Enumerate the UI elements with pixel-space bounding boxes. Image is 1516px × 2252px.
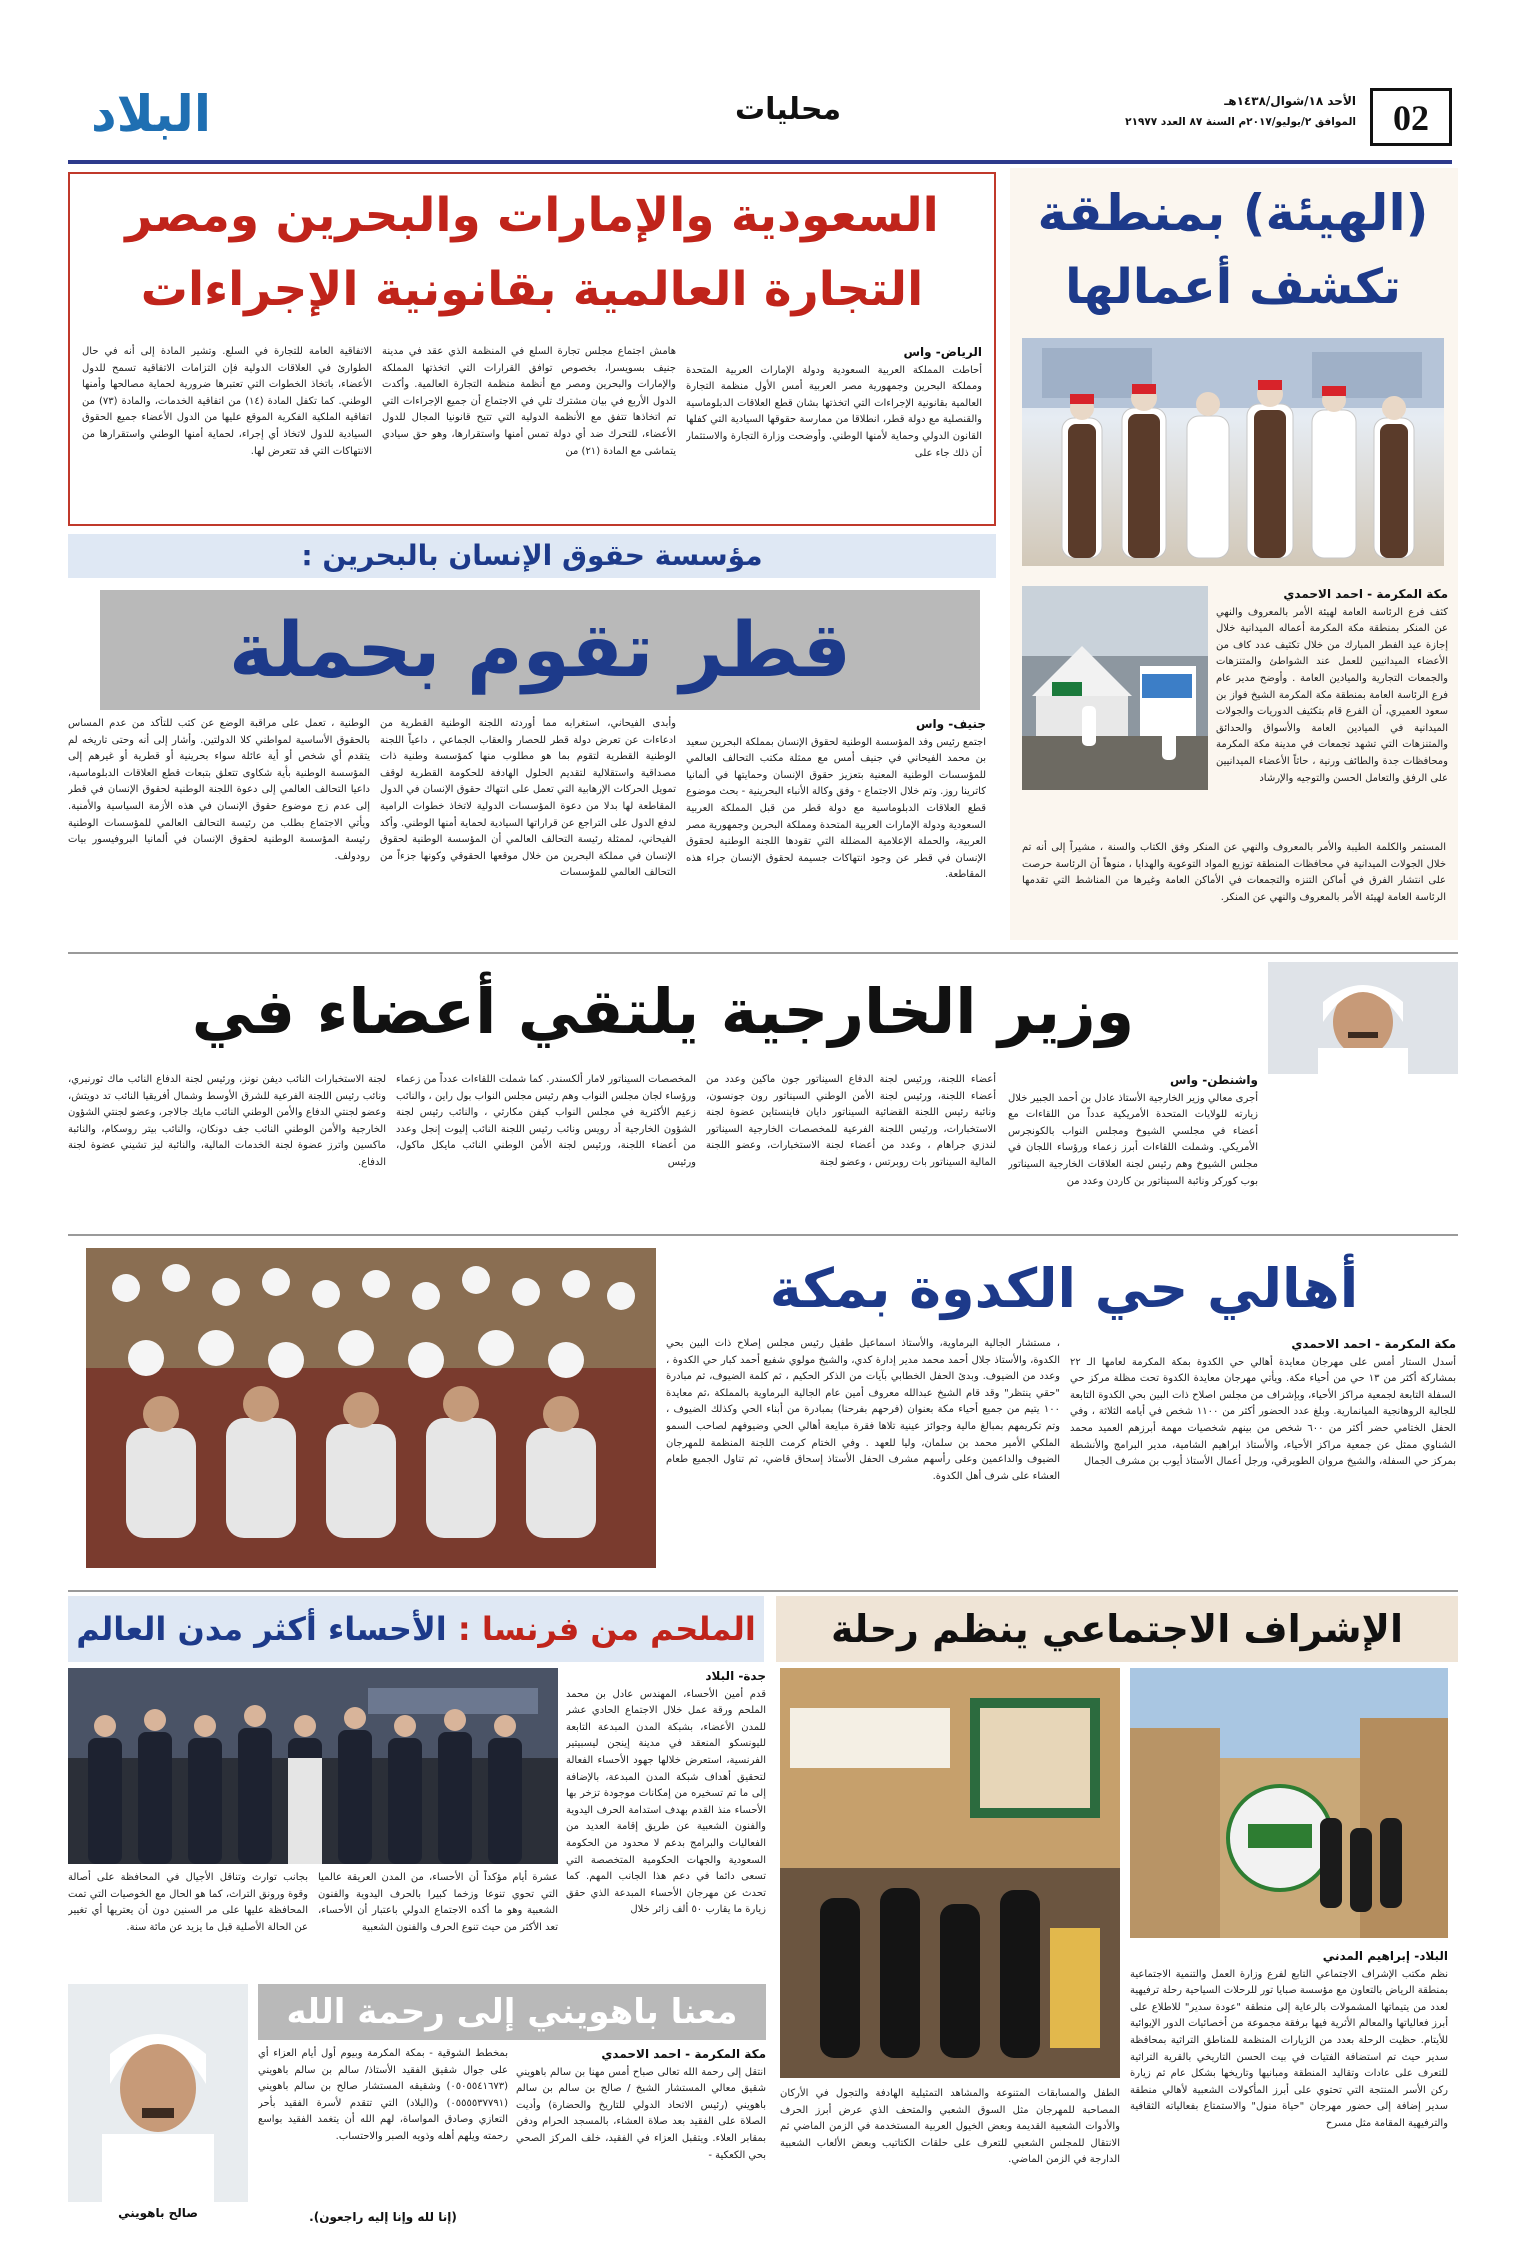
jubeir-photo	[1268, 962, 1458, 1074]
kudwa-col1	[1070, 1336, 1456, 1580]
bahrain-byline: جنيف- واس	[915, 717, 986, 731]
kudwa-headline: أهالي حي الكدوة بمكة	[769, 1257, 1359, 1320]
ishraf-headline: الإشراف الاجتماعي ينظم رحلة	[831, 1607, 1403, 1651]
hayaa-byline: مكة المكرمة - احمد الاحمدي	[1283, 587, 1448, 601]
jubeir-headline: وزير الخارجية يلتقي أعضاء في	[191, 975, 1135, 1048]
logo: البلاد	[91, 85, 211, 143]
jubeir-byline: واشنطن- واس	[1169, 1073, 1258, 1087]
condolence-col1	[516, 2046, 766, 2232]
wto-col2: هامش اجتماع مجلس تجارة السلع في المنظمة الذي عقد في مدينة جنيف بسويسرا، بخصوص توافق القرارات التي اتخذتها المملكة والإمارات والبحرين ومصر مع أنظمة منظمة التجارة العالمية. وأكدت الدول الأربع في بيان مشترك تلي في الاجتماع أن جميع الإجراءات التي تم اتخاذها تتفق مع الأنظمة الدولية التي تتيح قانونيا المجال للدول الأعضاء، للتحرك ضد أي دولة تمس أمنها واستقرارها، وهو حق سيادي يتماشى مع المادة (٢١) من	[382, 346, 676, 457]
france-photo-group	[68, 1668, 558, 1864]
hayaa-headline-line2: تكشف أعمالها	[1065, 259, 1401, 315]
jubeir-col4: لجنة الاستخبارات النائب ديفن نونز، ورئيس لجنة الدفاع النائب ماك ثورنبري، ونائب رئيس اللجنة الفرعية للشرق الأوسط وشمال أفريقيا النائب تد دويتش، وعضو لجنتي الدفاع والأمن الوطني النائب مايك جالاجر، وعضو لجنتي الشؤون الخارجية والأمن الوطني النائب جف دونكان، والنائب بيتر روسكام، والنائبة ماكسين واترز عضوة لجنة الخدمات المالية، والنائبة ليز تشيني عضوة لجنة الدفاع.	[68, 1074, 386, 1168]
hayaa-photo-tent	[1022, 586, 1208, 790]
bahrain-col2: وأبدى الفيحاني، استغرابه مما أوردته اللجنة الوطنية القطرية من ادعاءات عن تعرض دولة قطر للحصار والعقاب الجماعي ، داعياً اللجنة الوطنية القطرية لتقوم بما هو مطلوب منها كمؤسسة وطنية ذات مصداقية واستقلالية لتقديم الحلول الهادفة للحكومة القطرية لوقف تمويل الحركات الإرهابية التي تعمل على انتهاك حقوق الإنسان في الدول المقاطعة لها بدلا من دعوة المؤسسات الدولية لاتخاذ خطوات الرامية لدفع الدول على التراجع عن قراراتها السيادية لحماية أمنها الوطني. وأكد الفيحاني، لممثلة رئيسة التحالف العالمي أن المؤسسة الوطنية لحقوق الإنسان في مملكة البحرين من خلال موقعها الحقوقي وكونها جزءاً من التحالف العالمي للمؤسسات	[380, 718, 676, 879]
wto-byline: الرياض- واس	[903, 345, 982, 359]
condolence-photo	[68, 1984, 248, 2202]
ishraf-col1-text: نظم مكتب الإشراف الاجتماعي التابع لفرع وزارة العمل والتنمية الاجتماعية بمنطقة الرياض بالتعاون مع مؤسسة صبايا تور للرحلات السياحية رحلة ترفيهية لعدد من يتيماتها المشمولات بالرعاية إلى منطقة "عودة سدير" للاطلاع على أبرز فعالياتها والمعالم الأثرية فيها برفقة مجموعة من أخصائيات الدور الإيوائية للأيتام. حظيت الرحلة بعدد من الزيارات المنظمة للمناطق التراثية بمحافظة سدير حيث تم استضافة الفتيات في بيت الحسن التاريخي بالقرية التراثية للتعرف على عادات وتقاليد المنطقة ومبانيها وتاريخها بشكل عام ثم زيارة ركن الأسر المنتجة التي تحتوي على أبرز المأكولات الشعبية لأهالي منطقة سدير إضافة إلى حضور مهرجان "حياة منول" والاستمتاع بفعالياته الثقافية والترفيهية المقامة مثل مسرح	[1130, 1968, 1448, 2129]
condolence-col2: بمخطط الشوقية - بمكة المكرمة وبيوم أول أيام العزاء أي على جوال شقيق الفقيد الأستاذ/ سالم بن سالم باهويني (٠٥٠٥٥٤١٦٧٣) وشقيقه المستشار صالح بن سالم باهويني (٠٥٥٥٥٣٧٧٩١) و(البلاد) التي تتقدم لأسرة الفقيد بأحر التعازي وصادق المواساة، لهم الله أن يتغمد الفقيد بواسع رحمته ويلهم أهله وذويه الصبر والاحتساب.	[258, 2048, 508, 2142]
bahrain-col1-text: اجتمع رئيس وفد المؤسسة الوطنية لحقوق الإنسان بمملكة البحرين سعيد بن محمد الفيحاني في جنيف أمس مع ممثلة مكتب التحالف العالمي للمؤسسات الوطنية المعنية بتعزيز حقوق الإنسان وحمايتها في ألمانيا كاترينا روز. وتم خلال الاجتماع - وفق وكالة الأنباء البحرينية - بحث موضوع قطع العلاقات الدبلوماسية مع دولة قطر من قبل المملكة العربية السعودية ودولة الإمارات العربية المتحدة ومملكة البحرين وجمهورية مصر العربية، والحملة الإعلامية المضللة التي تقودها اللجنة الوطنية لحقوق الإنسان في قطر عن وجود انتهاكات جسيمة لحقوق الإنسان جراء هذه المقاطعة.	[686, 736, 986, 881]
jubeir-col1-text: أجرى معالي وزير الخارجية الأستاذ عادل بن أحمد الجبير خلال زيارته للولايات المتحدة الأمريكية عدداً من اللقاءات مع أعضاء في مجلسي الشيوخ ومجلس النواب بالكونجرس الأمريكي. وشملت اللقاءات أبرز زعماء ورؤساء اللجان في مجلس الشيوخ وهم رئيس لجنة العلاقات الخارجية السيناتور بوب كوركر ونائبة السيناتور بن كاردن وعدد من	[1008, 1092, 1258, 1187]
wto-col1	[686, 344, 982, 514]
kudwa-col2: ، مستشار الجالية البرماوية، والأستاذ اسماعيل طفيل رئيس مجلس إصلاح ذات البين بحي الكدوة، والأستاذ جلال أحمد محمد مدير إدارة كدي، والشيخ مولوي شفيع أحمد كبار حي الكدوة ، وعدد من الضيوف. وبدئ الحفل الخطابي بآيات من الذكر الحكيم ، ثم كلمة الضيوف، ثم مبادرة "حقي ينتظر" وقد قام الشيخ عبدالله معروف أمين عام الجالية البرماوية بالمملكة ،ثم معايدة ١٠٠ يتيم من جميع أحياء مكة بعنوان (فرحهم بفرحنا) بمبادرة من أبناء الحي وكذلك الضيوف ، وتم تكريمهم بمبالغ مالية وجوائز عينية تلاها فقرة مبايعة أهالي الحي وضيوفهم لصاحب السمو الملكي الأمير محمد بن سلمان، وليا للعهد . وفي الختام كرمت اللجنة المنظمة للمهرجان الضيوف والداعمين وعلى رأسهم مشرف الحفل الأستاذ إسحاق قاضي، ثم تناول الجميع طعام العشاء على شرف أهل الكدوة.	[666, 1338, 1060, 1482]
ishraf-byline: البلاد- إبراهيم المدني	[1322, 1949, 1448, 1963]
france-byline: جدة- البلاد	[705, 1669, 766, 1683]
condolence-col1-text: انتقل إلى رحمة الله تعالى صباح أمس مهنا بن سالم باهويني شقيق معالي المستشار الشيخ / صالح بن سالم بن سالم باهويني (رئيس الاتحاد الدولي للتاريخ والحضارة) وأديت الصلاة على الفقيد بعد صلاة العشاء، بالمسجد الحرام ودفن بمقابر العلاء. ويتقبل العزاء في الفقيد، خلف المركز الصحي بحي الكعكية -	[516, 2066, 766, 2161]
condolence-headline: معنا باهويني إلى رحمة الله	[286, 1992, 738, 2032]
date-line-gregorian: الموافق ٢/يوليو/٢٠١٧م السنة ٨٧ العدد ٢١٩٧٧	[1125, 116, 1356, 128]
condolence-byline: مكة المكرمة - احمد الاحمدي	[601, 2047, 766, 2061]
france-headline	[68, 1596, 764, 1662]
france-col2: عشرة أيام مؤكداً أن الأحساء، من المدن العريقة عالميا التي تحوي تنوعا وزخما كبيرا بالحرف اليدوية والفنون الشعبية وهو ما أكده الاجتماع الدولي باعتبار أن الأحساء، تعد الأكثر من حيث تنوع الحرف والفنون الشعبية	[318, 1872, 558, 1933]
france-headline-part1: الملحم من فرنسا :	[457, 1610, 756, 1648]
bahrain-headline: قطر تقوم بحملة	[229, 605, 851, 694]
jubeir-col3: المخصصات السيناتور لامار ألكسندر. كما شملت اللقاءات عدداً من زعماء ورؤساء لجان مجلس النواب وهم رئيس مجلس النواب بول راين ، والنائب زعيم الأكثرية في مجلس النواب كيفن مكارثي ، والنائب رئيس لجنة الشؤون الخارجية أد رويس ونائب رئيس اللجنة النائب إليوت إنجل وعدد من أعضاء اللجنة، ورئيس لجنة الأمن الوطني النائب مايكل ماكول، ورئيس	[396, 1074, 696, 1168]
ishraf-photo-majlis	[780, 1668, 1120, 2078]
jubeir-col1	[1008, 1072, 1258, 1226]
hayaa-body-right: كثف فرع الرئاسة العامة لهيئة الأمر بالمعروف والنهي عن المنكر بمنطقة مكة المكرمة أعماله الميدانية خلال إجازة عيد الفطر المبارك من خلال تكثيف عدد كاف من الأعضاء الميدانيين للعمل عند الشواطئ والمتنزهات والجمعات التجارية والميادين العامة . وأوضح مدير عام فرع الرئاسة العامة بمنطقة مكة المكرمة الشيخ فواز بن سعود العميري، أن الفرع قام بتكثيف الدوريات والجولات الميدانية في الميادين العامة والأسواق والحدائق والمتنزهات التي تشهد تجمعات في مدينة مكة المكرمة ومحافظات جدة والطائف ورنية ، حاثاً الأعضاء الميدانيين على الرفق والتعامل الحسن والتوجيه والإرشاد	[1216, 606, 1448, 784]
condolence-photo-caption: صالح باهويني	[118, 2206, 198, 2220]
ishraf-col1	[1130, 1948, 1448, 2232]
masthead-rule	[68, 160, 1452, 164]
hayaa-headline-line1: (الهيئة) بمنطقة	[1037, 184, 1429, 242]
wto-col1-text: أحاطت المملكة العربية السعودية ودولة الإمارات العربية المتحدة ومملكة البحرين وجمهورية مصر العربية أمس الأول منظمة التجارة العالمية بقانونية الإجراءات التي اتخذتها بشان قطع العلاقات الدبلوماسية والقنصلية مع دولة قطر، انطلاقا من ممارسة حقوقها السيادية التي كفلها القانون الدولي وحماية لأمنها الوطني. وأوضحت وزارة التجارة والاستثمار أن ذلك جاء على	[686, 364, 982, 459]
hayaa-body-bottom: المستمر والكلمة الطيبة والأمر بالمعروف والنهي عن المنكر وفق الكتاب والسنة ، مشيراً إلى أنه تم خلال الجولات الميدانية في محافظات المنطقة توزيع المواد التوعوية والهدايا ، منوهاً أن الرئاسة حرصت على انتشار الفرق في أماكن التنزه والتجمعات في الأماكن العامة وغيرها من المناشط التي تقدمها الرئاسة العامة لهيئة الأمر بالمعروف والنهي عن المنكر.	[1022, 842, 1446, 903]
bahrain-col1	[686, 716, 986, 942]
france-col1-text: قدم أمين الأحساء، المهندس عادل بن محمد الملحم ورقة عمل خلال الاجتماع الحادي عشر للمدن الأعضاء، بشبكة المدن المبدعة التابعة لليونسكو المنعقد في مدينة إينجن ليسبيتير الفرنسية، استعرض خلالها جهود الأحساء الفعالة لتحقيق أهداف شبكة المدن المبدعة، بالإضافة إلى ما تم تسخيره من إمكانات موجودة تزخر بها الأحساء منذ القدم بهدف استدامة الحرف اليدوية والفنون الشعبية عن طريق إقامة العديد من الفعاليات والبرامج بدعم لا محدود من الحكومة السعودية والجهات الحكومية المتخصصة التي تسعى دائما في دعم هذا الجانب المهم. كما تحدث عن مهرجان الأحساء المبدعة الذي حقق زيارة ما يقارب ٥٠ ألف زائر خلال	[566, 1688, 766, 1916]
rule-2	[68, 1234, 1458, 1236]
france-col1	[566, 1668, 766, 1976]
condolence-closing: (إنا لله وإنا إليه راجعون).	[309, 2210, 457, 2224]
kudwa-byline: مكة المكرمة - احمد الاحمدي	[1291, 1337, 1456, 1351]
rule-1	[68, 952, 1458, 954]
wto-headline-line1: السعودية والإمارات والبحرين ومصر	[125, 188, 939, 243]
hayaa-photo-patrol	[1022, 338, 1444, 566]
date-line-hijri: الأحد ١٨/شوال/١٤٣٨هـ	[1224, 94, 1356, 108]
bahrain-col3: الوطنية ، تعمل على مراقبة الوضع عن كثب للتأكد من عدم المساس بالحقوق الأساسية لمواطني كلا الدولتين. وأشار إلى أنه وحتى تاريخه لم يتقدم أي شخص أو أية عائلة سواء بحرينية أو قطرية أو غيرهم إلى المؤسسة الوطنية بأية شكاوى تتعلق بتبعات قطع العلاقات الدبلوماسية، داعيا التحالف العالمي إلى دعوة اللجنة الوطنية لحقوق الإنسان في قطر إلى عدم زج موضوع حقوق الإنسان في هذه الأزمة السياسية والأمنية. ويأتي الاجتماع بطلب من رئيسة التحالف العالمي للمؤسسات الوطنية رئيسة المؤسسة الوطنية لحقوق الإنسان في ألمانيا البروفيسور بيات رودولف.	[68, 718, 370, 862]
kudwa-col1-text: أسدل الستار أمس على مهرجان معايدة أهالي حي الكدوة بمكة المكرمة لعامها الـ ٢٢ بمشاركة أكثر من ١٣ حي من أحياء مكة. ويأتي مهرجان معايدة الكدوة تحت مظلة مركز حي السفلة التابعة لجمعية مراكز الأحياء، وبإشراف من مجلس اصلاح ذات البين بحي الكدوة التابعة للجالية الروهانجية الميانمارية. وبلغ عدد الحضور أكثر من ١١٠٠ شخص في أيامه الثلاثة ، وفي الحفل الختامي حضر أكثر من ٦٠٠ شخص من بينهم شخصيات مهمة أبرزهم العميد محمد الشناوي ممثل عن جمعية مراكز الأحياء، والأستاذ ابراهيم الشامية، مدير البرامج والأنشطة بمركز حي السفلة، والشيخ مروان الطويرقي، ورجل أعمال الأستاذ أيوب بن مشرف الجمال	[1070, 1356, 1456, 1468]
wto-col3: الاتفاقية العامة للتجارة في السلع. وتشير المادة إلى أنه في حال الطوارئ في العلاقات الدولية فإن التزامات الاتفاقية تسمح للدول الأعضاء، باتخاذ الخطوات التي تعتبرها ضرورية لحماية مصالحها وأمنها الوطني. كما تكفل المادة (١٤) من اتفاقية الخدمات، والمادة (٧٣) من اتفاقية الملكية الفكرية الموقع عليها من الدول الأعضاء جميع الحقوق السيادية للدول لاتخاذ أي إجراء، لحماية أمنها الوطني واستقرارها من الانتهاكات التي قد تتعرض لها.	[82, 346, 372, 457]
page-number: 02	[1393, 98, 1429, 138]
france-col3: بجانب توارث وتناقل الأجيال في المحافظة على أصالة وقوة ورونق التراث، كما هو الحال مع الخوصيات التي تمت المحافظة عليها على مر السنين دون أن يعتريها أي تغيير عن الحالة الأصلية قبل ما يزيد عن مائة سنة.	[68, 1872, 308, 1933]
rule-3	[68, 1590, 1458, 1592]
jubeir-col2: أعضاء اللجنة، ورئيس لجنة الدفاع السيناتور جون ماكين وعدد من أعضاء اللجنة، ورئيس لجنة الأمن الوطني السيناتور رون جونسون، ونائبة رئيس اللجنة القضائية السيناتور دايان فاينستاين عضوة لجنة الاستخبارات، ورئيس اللجنة الفرعية للمخصصات الخارجية السيناتور لندزي جراهام ، وعدد من أعضاء لجنة الاستخبارات، وعضو اللجنة المالية السيناتور بات روبرتس ، وعضو لجنة	[706, 1074, 996, 1168]
france-headline-part2: الأحساء أكثر مدن العالم	[76, 1610, 447, 1648]
section-title: محليات	[734, 92, 842, 127]
ishraf-photo-village	[1130, 1668, 1448, 1938]
wto-headline-line2: التجارة العالمية بقانونية الإجراءات	[140, 262, 924, 317]
kudwa-photo-audience	[86, 1248, 656, 1568]
bahrain-kicker: مؤسسة حقوق الإنسان بالبحرين :	[301, 539, 763, 572]
masthead	[68, 82, 1452, 158]
ishraf-col2: الطفل والمسابقات المتنوعة والمشاهد التمثيلية الهادفة والتجول في الأركان المصاحبة للمهرجان مثل السوق الشعبي والمتحف الذي عرض أبرز الحرف والأدوات الشعبية القديمة وبعض الخيول العربية المستخدمة في الزمن الماضي ثم الانتقال للمجلس الشعبي للتعرف على حلقات الكتاتيب وبعض الألعاب الشعبية الدارجة في الزمن الماضي.	[780, 2088, 1120, 2166]
